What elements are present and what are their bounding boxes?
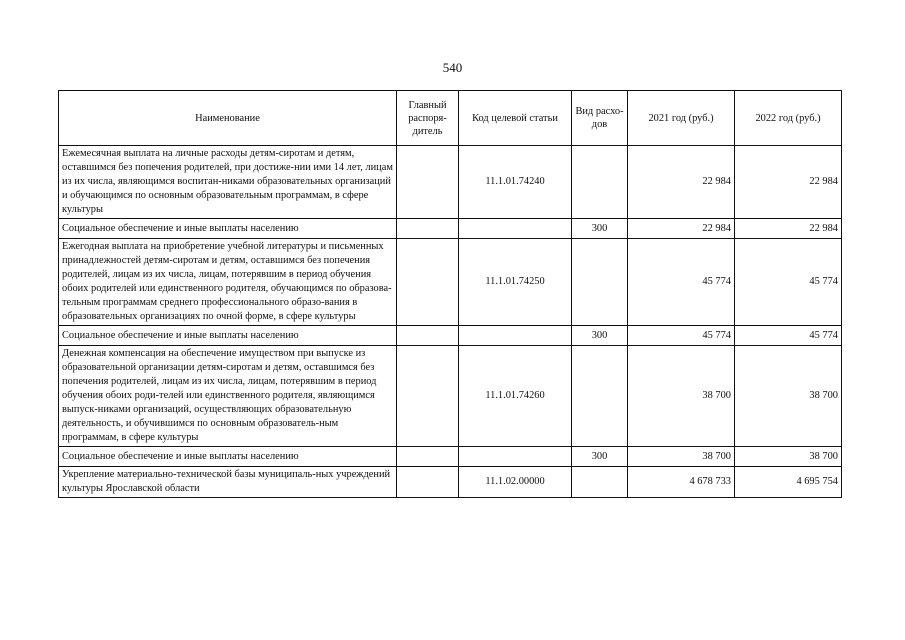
header-2021: 2021 год (руб.) [628,91,735,146]
row-amount-2022: 4 695 754 [735,467,842,498]
row-amount-2021: 38 700 [628,346,735,447]
table-row [59,146,842,219]
header-name: Наименование [59,91,397,146]
row-expense-type [572,346,628,447]
row-amount-2022: 38 700 [735,447,842,467]
row-manager [397,447,459,467]
row-name: Социальное обеспечение и иные выплаты населению [59,326,397,346]
row-code [459,326,572,346]
row-amount-2021: 4 678 733 [628,467,735,498]
row-name: Укрепление материально-технической базы муниципаль-ных учреждений культуры Ярославской области [59,467,397,498]
row-manager [397,467,459,498]
row-expense-type: 300 [572,447,628,467]
row-name: Ежемесячная выплата на личные расходы детям-сиротам и детям, оставшимся без попечения родителей, при достиже-нии ими 14 лет, лицам из их числа, являющимся воспитан-никами образовательных организаций и обучающимся по основным образовательным программам, в сфере культуры [59,146,397,219]
row-amount-2021: 45 774 [628,326,735,346]
row-amount-2021: 22 984 [628,219,735,239]
row-code: 11.1.01.74250 [459,239,572,326]
header-expense-type: Вид расхо-дов [572,91,628,146]
table-row [59,447,842,467]
row-manager [397,346,459,447]
row-amount-2021: 22 984 [628,146,735,219]
table-row [59,239,842,326]
table-header-row [59,91,842,146]
row-code: 11.1.01.74240 [459,146,572,219]
row-name: Социальное обеспечение и иные выплаты населению [59,447,397,467]
row-amount-2022: 22 984 [735,219,842,239]
header-2022: 2022 год (руб.) [735,91,842,146]
table-row [59,467,842,498]
row-amount-2021: 45 774 [628,239,735,326]
row-name: Социальное обеспечение и иные выплаты населению [59,219,397,239]
row-manager [397,326,459,346]
row-code [459,447,572,467]
row-expense-type [572,467,628,498]
row-amount-2021: 38 700 [628,447,735,467]
table-row [59,346,842,447]
header-code: Код целевой статьи [459,91,572,146]
row-amount-2022: 45 774 [735,326,842,346]
row-name: Денежная компенсация на обеспечение имуществом при выпуске из образовательной организации детям-сиротам и детям, оставшимся без попечения родителей, лицам из их числа, лицам, потерявшим в период обучения обоих роди-телей или единственного родителя, являющимся выпуск-никами организаций, осуществляющих образовательную деятельность, и обучившимся по основным образователь-ным программам, в сфере культуры [59,346,397,447]
row-code [459,219,572,239]
row-manager [397,219,459,239]
row-expense-type: 300 [572,219,628,239]
table-row [59,219,842,239]
row-amount-2022: 45 774 [735,239,842,326]
row-expense-type [572,239,628,326]
row-manager [397,146,459,219]
row-amount-2022: 22 984 [735,146,842,219]
budget-table [58,90,842,498]
header-manager: Главный распоря-дитель [397,91,459,146]
row-manager [397,239,459,326]
table-row [59,326,842,346]
row-amount-2022: 38 700 [735,346,842,447]
row-code: 11.1.01.74260 [459,346,572,447]
row-expense-type: 300 [572,326,628,346]
page-number: 540 [442,60,463,75]
row-code: 11.1.02.00000 [459,467,572,498]
row-name: Ежегодная выплата на приобретение учебной литературы и письменных принадлежностей детям-сиротам и детям, оставшимся без попечения родителей, лицам из их числа, лицам, потерявшим в период обучения обоих родителей или единственного родителя, обучающимся по образова-тельным программам среднего профессионального образо-вания в образовательных организациях по очной форме, в сфере культуры [59,239,397,326]
row-expense-type [572,146,628,219]
